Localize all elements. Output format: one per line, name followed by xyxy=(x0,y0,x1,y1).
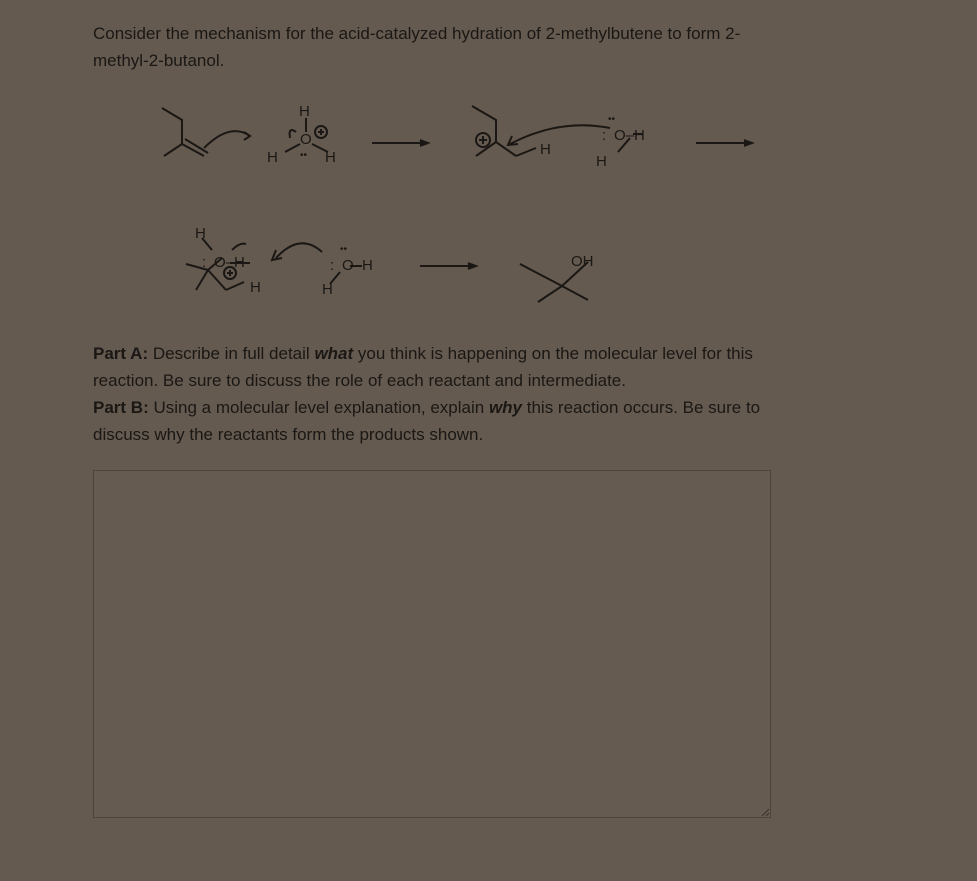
water-1-lone-pair-top: •• xyxy=(608,114,616,125)
part-a xyxy=(93,340,803,394)
hydronium-h-left: H xyxy=(267,149,278,166)
part-b-label: Part B: xyxy=(93,398,149,417)
mechanism-svg xyxy=(140,92,780,312)
hydronium-h-top: H xyxy=(299,103,310,120)
product-oh: OH xyxy=(571,253,594,270)
part-a-text-1: Describe in full detail xyxy=(152,344,310,363)
curved-arrow-1 xyxy=(204,131,250,148)
mechanism-diagram xyxy=(140,92,780,312)
part-b-text-1: Using a molecular level explanation, explain xyxy=(153,398,485,417)
water-1-lone-pair: : xyxy=(602,127,607,144)
water-2-h: H xyxy=(322,281,333,298)
question-parts xyxy=(93,340,803,448)
part-b xyxy=(93,394,803,448)
part-a-text-2: you think is happening on the molecular level for this reaction. Be sure to discuss the role of each reactant and intermediate. xyxy=(93,344,753,390)
curved-arrow-2 xyxy=(510,125,610,144)
water-2-lone-pair: : xyxy=(330,257,335,274)
oxonium-lone-pair: : xyxy=(202,254,207,271)
alkene-structure xyxy=(162,108,208,156)
question-intro: Consider the mechanism for the acid-catalyzed hydration of 2-methylbutene to form 2-methyl-2-butanol. xyxy=(93,24,741,70)
part-b-emphasis: why xyxy=(488,398,523,417)
hydronium-o: O xyxy=(300,131,312,148)
oxonium-h-bottom: H xyxy=(250,279,261,296)
oxonium-oh: O–H xyxy=(214,254,245,271)
water-2-oh: O–H xyxy=(342,257,373,274)
answer-textarea[interactable] xyxy=(93,470,771,818)
part-a-label: Part A: xyxy=(93,344,149,363)
water-1-h: H xyxy=(596,153,607,170)
water-1-oh: O–H xyxy=(614,127,645,144)
hydronium-lone-pair: •• xyxy=(300,150,308,161)
oxonium-h-top: H xyxy=(195,225,206,242)
resize-handle-icon[interactable] xyxy=(760,807,770,817)
water-2-lone-pair-top: •• xyxy=(340,244,348,255)
carbocation-structure xyxy=(472,106,536,156)
carbocation-h: H xyxy=(540,141,551,158)
part-a-emphasis: what xyxy=(314,344,354,363)
hydronium-h-right: H xyxy=(325,149,336,166)
part-b-text-2: this reaction occurs. Be sure to discuss why the reactants form the products shown. xyxy=(93,398,761,444)
